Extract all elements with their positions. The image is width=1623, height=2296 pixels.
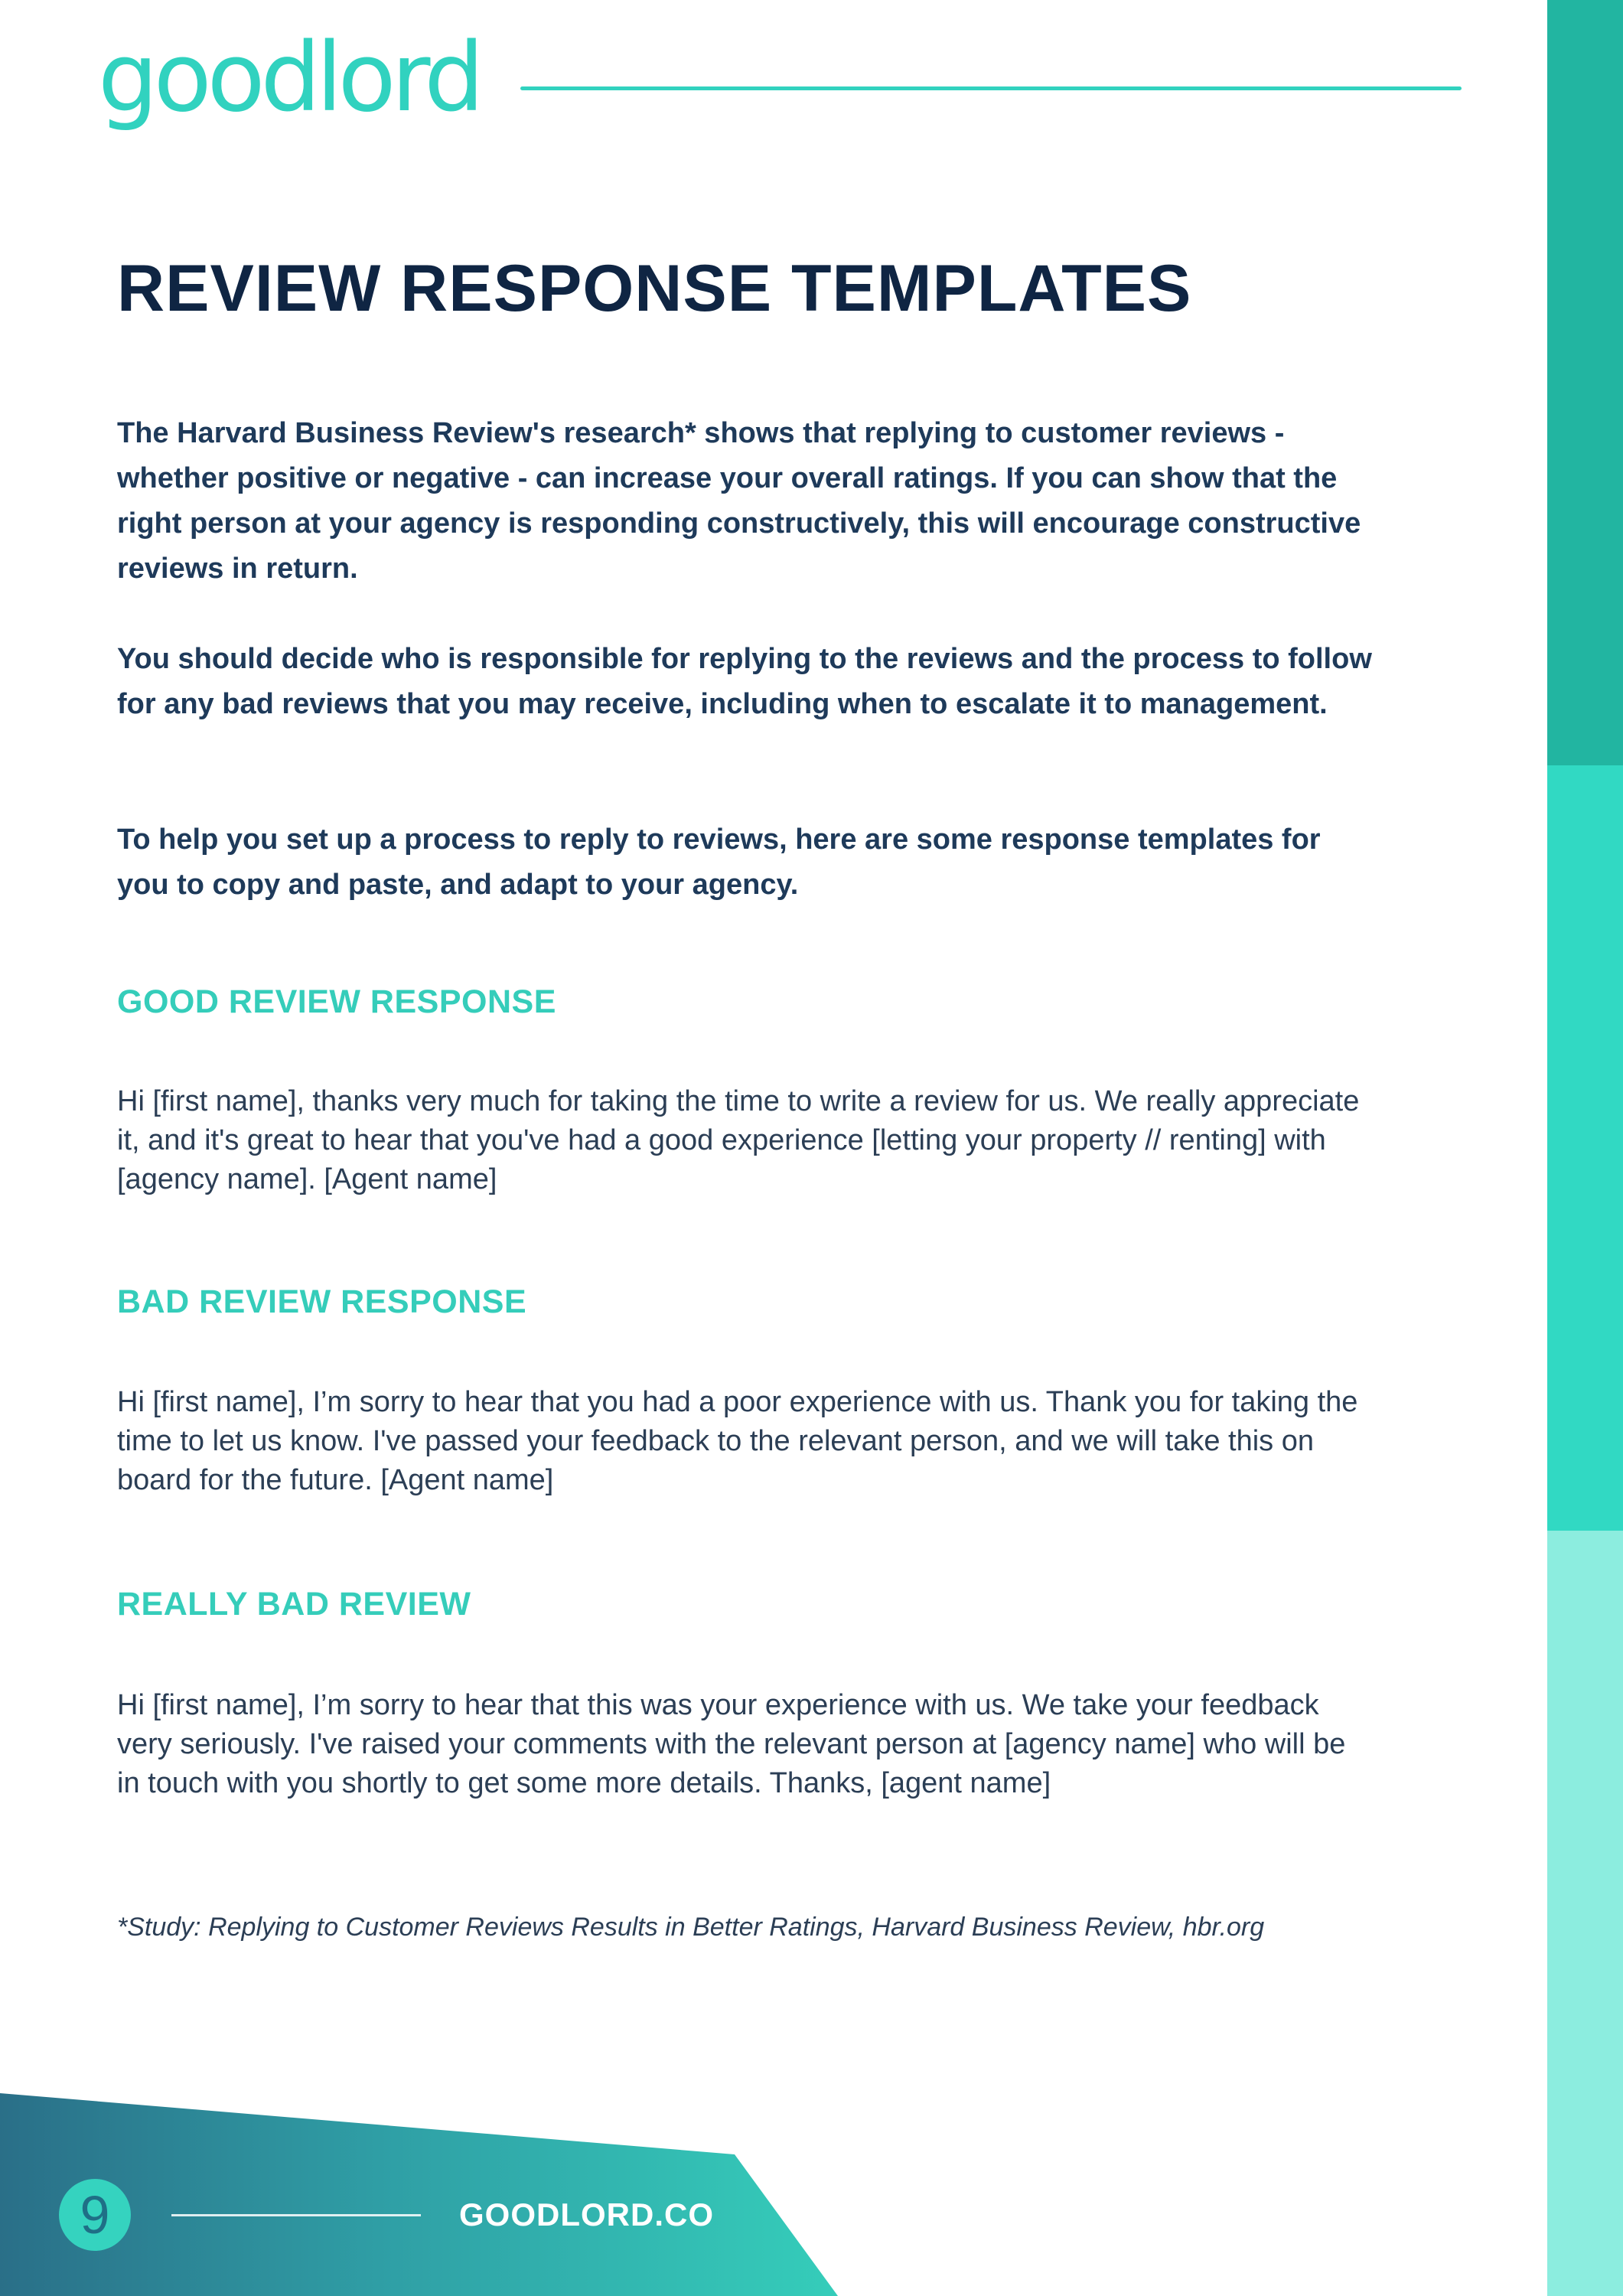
intro-paragraph: You should decide who is responsible for replying to the reviews and the process to follow for any bad reviews that you may receive, including when to escalate it to management. [117, 643, 1372, 720]
footer-band [0, 2093, 838, 2296]
bad-review-template: Hi [first name], I’m sorry to hear that you had a poor experience with us. Thank you for taking the time to let us know. I've passed your feedback to the relevant person, and we will take this on board for the future. [Agent name] [117, 1386, 1358, 1496]
bad-review-heading: BAD REVIEW RESPONSE [117, 1283, 527, 1320]
side-accent-bar-bottom [1547, 1531, 1623, 2296]
page-number-badge: 9 [59, 2179, 131, 2251]
side-accent-bar-middle [1547, 765, 1623, 1531]
footer-website-link[interactable]: GOODLORD.CO [459, 2197, 714, 2232]
page-title: REVIEW RESPONSE TEMPLATES [117, 252, 1192, 325]
intro-paragraph: The Harvard Business Review's research* shows that replying to customer reviews - whether positive or negative - can increase your overall ratings. If you can show that the right person at your agency is responding constructively, this will encourage constructive reviews in return. [117, 417, 1361, 585]
header-divider [520, 86, 1462, 90]
really-bad-review-heading: REALLY BAD REVIEW [117, 1586, 471, 1623]
side-accent-bar-top [1547, 0, 1623, 765]
good-review-heading: GOOD REVIEW RESPONSE [117, 983, 556, 1020]
intro-paragraph: To help you set up a process to reply to reviews, here are some response templates for you to copy and paste, and adapt to your agency. [117, 823, 1321, 901]
footer-divider [171, 2214, 421, 2216]
goodlord-logo: goodlord [98, 23, 480, 133]
good-review-template: Hi [first name], thanks very much for taking the time to write a review for us. We really appreciate it, and it's great to hear that you've had a good experience [letting your property // renting] with [agency name]. [Agent name] [117, 1085, 1360, 1195]
really-bad-review-template: Hi [first name], I’m sorry to hear that this was your experience with us. We take your feedback very seriously. I've raised your comments with the relevant person at [agency name] who will be in touch with you shortly to get some more details. Thanks, [agent name] [117, 1689, 1346, 1799]
study-footnote: *Study: Replying to Customer Reviews Results in Better Ratings, Harvard Business Review, hbr.org [117, 1913, 1265, 1942]
